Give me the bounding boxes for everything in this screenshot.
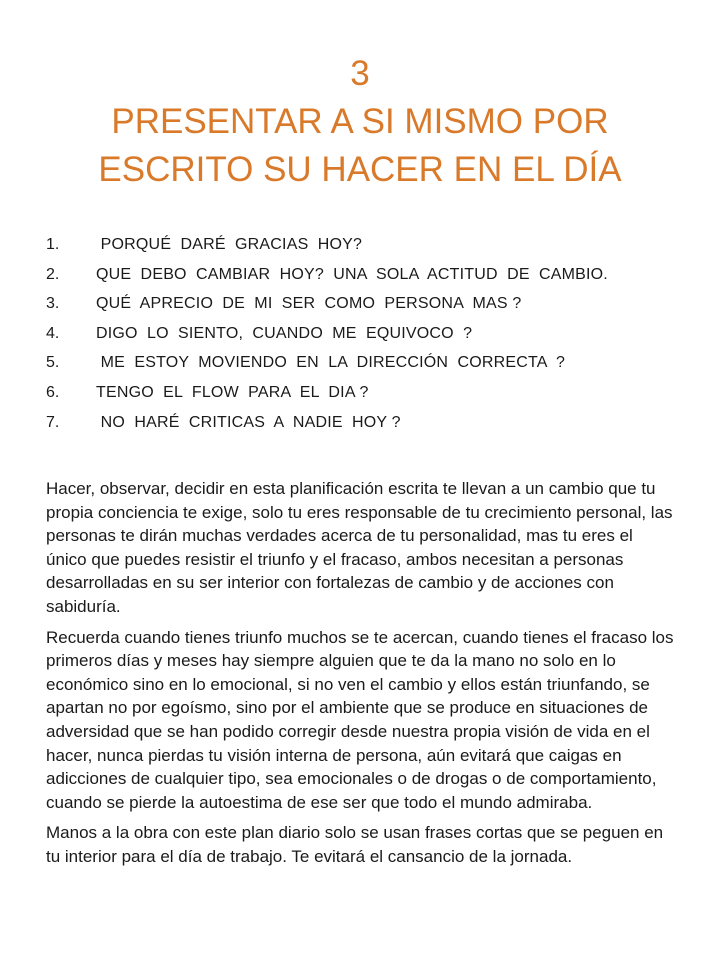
list-item-text: TENGO EL FLOW PARA EL DIA ?: [96, 383, 369, 401]
list-item-text: ME ESTOY MOVIENDO EN LA DIRECCIÓN CORRECTA ?: [96, 354, 566, 372]
list-item-number: 5.: [46, 354, 60, 372]
list-item: [46, 260, 686, 290]
list-item-number: 2.: [46, 265, 60, 283]
title-number: 3: [350, 54, 370, 93]
list-item: [46, 378, 686, 408]
list-item-text: DIGO LO SIENTO, CUANDO ME EQUIVOCO ?: [96, 324, 473, 342]
paragraph-3: Manos a la obra con este plan diario solo se usan frases cortas que se peguen en tu interior para el día de trabajo. Te evitará el cansancio de la jornada.: [46, 823, 664, 866]
list-item-text: QUÉ APRECIO DE MI SER COMO PERSONA MAS ?: [96, 295, 522, 313]
list-item-number: 4.: [46, 324, 60, 342]
title-line-2: ESCRITO SU HACER EN EL DÍA: [98, 150, 622, 189]
body-text: [46, 477, 678, 876]
list-item: [46, 348, 686, 378]
list-item: [46, 319, 686, 349]
slide-title: [40, 50, 680, 194]
list-item-text: QUE DEBO CAMBIAR HOY? UNA SOLA ACTITUD DE CAMBIO.: [96, 265, 608, 283]
list-item-number: 3.: [46, 295, 60, 313]
list-item-text: NO HARÉ CRITICAS A NADIE HOY ?: [96, 413, 401, 431]
question-list: [46, 230, 686, 437]
title-line-1: PRESENTAR A SI MISMO POR: [111, 102, 609, 141]
list-item-number: 1.: [46, 236, 60, 253]
list-item: [46, 408, 686, 438]
paragraph-1: Hacer, observar, decidir en esta planificación escrita te llevan a un cambio que tu propia conciencia te exige, solo tu eres responsable de tu crecimiento personal, las personas te dirán muchas verdades acerca de tu personalidad, mas tu eres el único que puedes resistir el triunfo y el fracaso, ambos necesitan a personas desarrolladas en su ser interior con fortalezas de cambio y de acciones con sabiduría.: [46, 479, 673, 616]
list-item-text: PORQUÉ DARÉ GRACIAS HOY?: [96, 236, 363, 253]
paragraph-2: Recuerda cuando tienes triunfo muchos se te acercan, cuando tienes el fracaso los primeros días y meses hay siempre alguien que te da la mano no solo en lo económico sino en lo emocional, si no ven el cambio y ellos están triunfando, se apartan no por egoísmo, sino por el ambiente que se produce en situaciones de adversidad que se han podido corregir desde nuestra propia visión de vida en el hacer, nunca pierdas tu visión interna de persona, aún evitará que caigas en adicciones de cualquier tipo, sea emocionales o de drogas o de comportamiento, cuando se pierde la autoestima de ese ser que todo el mundo admiraba.: [46, 627, 674, 812]
list-item-number: 7.: [46, 413, 60, 431]
list-item-number: 6.: [46, 383, 60, 401]
list-item: [46, 289, 686, 319]
list-item: [46, 230, 686, 260]
